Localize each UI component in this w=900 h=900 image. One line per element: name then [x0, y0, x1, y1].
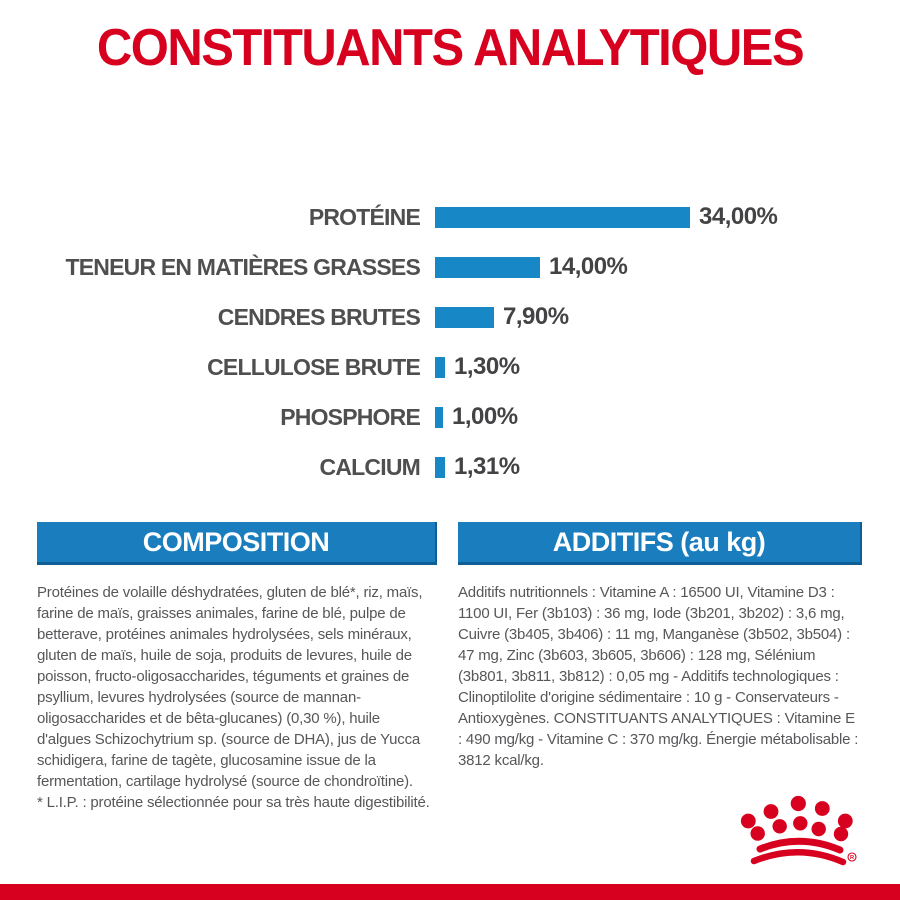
svg-text:R: R: [849, 855, 855, 862]
chart-value-label: 1,00%: [452, 403, 518, 430]
chart-row: [0, 242, 900, 292]
composition-header-label: COMPOSITION: [142, 526, 330, 557]
chart-row: [0, 392, 900, 442]
additives-body: Additifs nutritionnels : Vitamine A : 16500 UI, Vitamine D3 : 1100 UI, Fer (3b103) : 36 mg, Iode (3b201, 3b202) : 3,6 mg, Cuivre (3b405, 3b406) : 11 mg, Manganèse (3b502, 3b504) : 47 mg, Zinc (3b603, 3b605, 3b606) : 128 mg, Sélénium (3b801, 3b811, 3b812) : 0,05 mg - Additifs technologiques : Clinoptilolite d'origine sédimentaire : 10 g - Conservateurs - Antioxygènes. CONSTITUANTS ANALYTIQUES : Vitamine E : 490 mg/kg - Vitamine C : 370 mg/kg. Énergie métabolisable : 3812 kcal/kg.: [458, 584, 859, 769]
chart-row: [0, 342, 900, 392]
chart-row: [0, 292, 900, 342]
chart-value-label: 7,90%: [503, 303, 569, 330]
registered-trademark-icon: [848, 853, 856, 861]
chart-value-label: 34,00%: [699, 203, 778, 230]
chart-row: [0, 442, 900, 492]
chart-category-label: CELLULOSE BRUTE: [207, 353, 420, 380]
composition-header: [37, 522, 437, 565]
chart-bar: [435, 257, 540, 278]
royal-canin-crown-icon: [735, 780, 885, 872]
composition-section: [37, 522, 437, 813]
additives-section: [458, 522, 862, 771]
composition-body: Protéines de volaille déshydratées, gluten de blé*, riz, maïs, farine de maïs, graisses animales, farine de blé, pulpe de betterave, protéines animales hydrolysées, sels minéraux, gluten de maïs, huile de soja, produits de levures, huile de poisson, fructo-oligosaccharides, téguments et graines de psyllium, levures hydrolysées (source de mannan-oligosaccharides et de bêta-glucanes) (0,30 %), huile d'algues Schizochytrium sp. (source de DHA), jus de Yucca schidigera, farine de tagète, glucosamine issue de la fermentation, cartilage hydrolysé (source de chondroïtine).: [37, 584, 423, 790]
additives-header: [458, 522, 862, 565]
chart-value-label: 1,30%: [454, 353, 520, 380]
chart-bar: [435, 407, 443, 428]
chart-row: [0, 192, 900, 242]
chart-bar: [435, 357, 445, 378]
bottom-red-bar: [0, 884, 900, 900]
chart-category-label: PROTÉINE: [308, 203, 420, 230]
chart-category-label: CALCIUM: [319, 453, 420, 480]
additives-header-label: ADDITIFS (au kg): [552, 526, 766, 557]
chart-value-label: 1,31%: [454, 453, 520, 480]
chart-value-label: 14,00%: [549, 253, 628, 280]
chart-category-label: PHOSPHORE: [280, 403, 420, 430]
chart-bar: [435, 207, 690, 228]
analytical-constituents-chart: [0, 192, 900, 492]
chart-bar: [435, 457, 445, 478]
chart-category-label: CENDRES BRUTES: [217, 303, 420, 330]
composition-footnote: * L.I.P. : protéine sélectionnée pour sa très haute digestibilité.: [37, 794, 430, 811]
chart-bar: [435, 307, 494, 328]
page-title: CONSTITUANTS ANALYTIQUES: [96, 19, 804, 77]
chart-category-label: TENEUR EN MATIÈRES GRASSES: [65, 253, 420, 280]
